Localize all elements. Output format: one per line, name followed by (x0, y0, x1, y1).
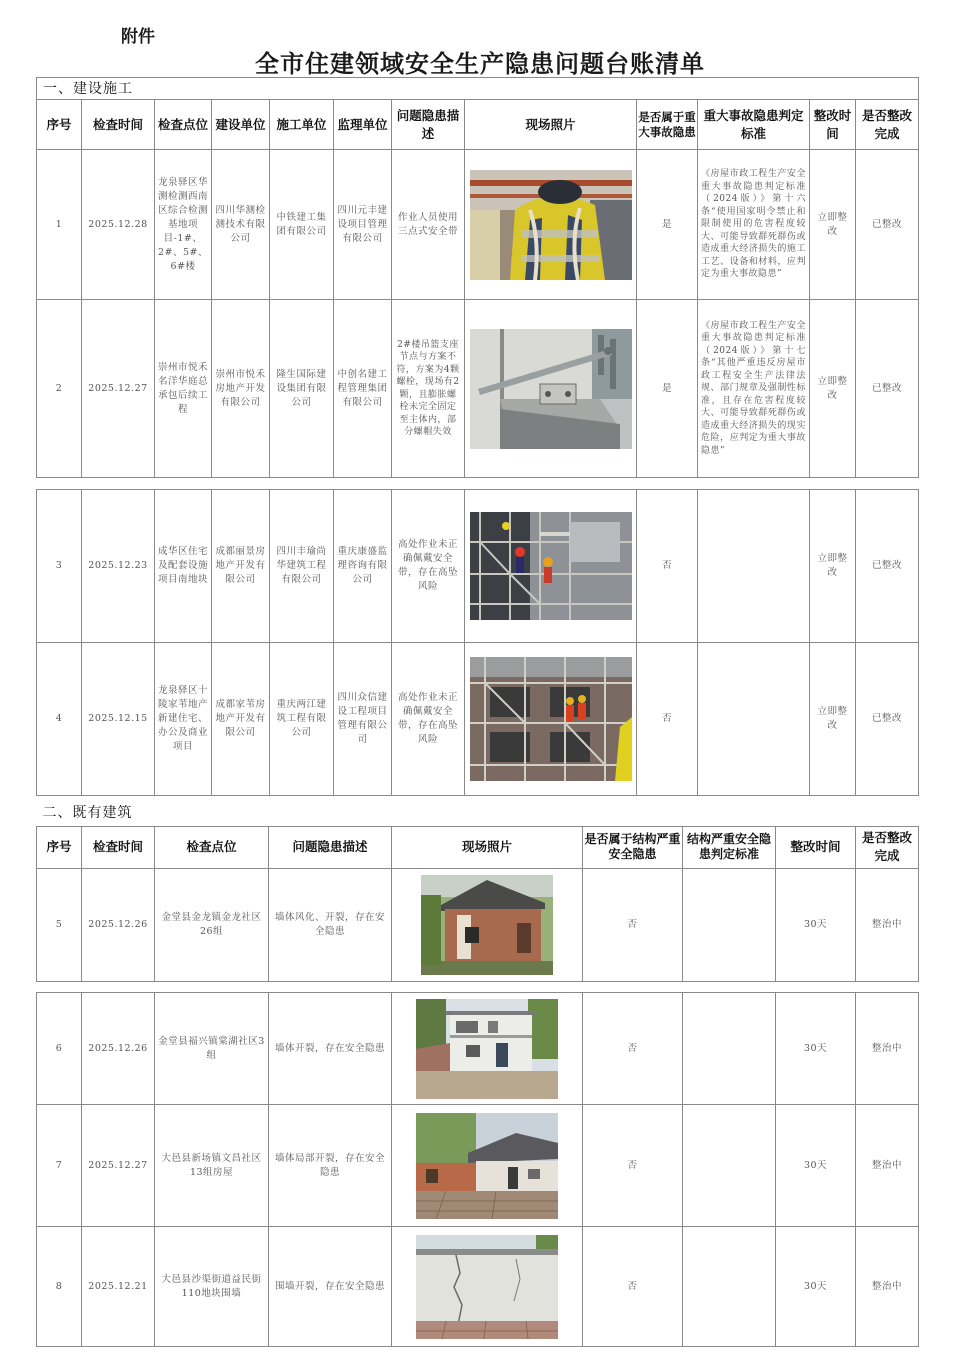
old-brick-house-photo (421, 875, 553, 975)
inspection-date: 2025.12.21 (82, 1227, 155, 1347)
rectify-deadline: 立即整改 (810, 300, 856, 478)
rectify-status: 整治中 (856, 1227, 919, 1347)
col-header: 建设单位 (212, 100, 270, 150)
white-two-storey-house-photo (416, 999, 558, 1099)
rectify-status: 已整改 (856, 490, 919, 643)
col-header: 监理单位 (334, 100, 392, 150)
col-header: 检查时间 (82, 826, 155, 868)
col-header: 序号 (37, 100, 82, 150)
col-header: 是否整改完成 (856, 826, 919, 868)
rectify-deadline: 30天 (776, 1227, 856, 1347)
site-photo-cell (392, 868, 583, 981)
col-header: 现场照片 (392, 826, 583, 868)
col-header: 问题隐患描述 (392, 100, 465, 150)
issue-description: 高处作业未正确佩戴安全带，存在高坠风险 (392, 643, 465, 796)
col-header: 是否整改完成 (856, 100, 919, 150)
rectify-deadline: 30天 (776, 868, 856, 981)
rectify-status: 整治中 (856, 993, 919, 1105)
construction-table-part1 (36, 77, 919, 478)
row-number: 2 (37, 300, 82, 478)
worker-safety-harness-photo (470, 170, 632, 280)
row-number: 5 (37, 868, 82, 981)
major-hazard-flag: 是 (637, 300, 698, 478)
rectify-status: 已整改 (856, 150, 919, 300)
severe-hazard-standard (683, 993, 776, 1105)
col-header: 序号 (37, 826, 82, 868)
col-header: 重大事故隐患判定标准 (698, 100, 810, 150)
issue-description: 墙体局部开裂，存在安全隐患 (269, 1105, 392, 1227)
severe-hazard-flag: 否 (583, 993, 683, 1105)
issue-description: 高处作业未正确佩戴安全带，存在高坠风险 (392, 490, 465, 643)
inspection-site: 龙泉驿区十陵家苇地产新建住宅、办公及商业项目 (155, 643, 212, 796)
builder-unit: 四川华测检测技术有限公司 (212, 150, 270, 300)
col-header: 问题隐患描述 (269, 826, 392, 868)
major-hazard-standard: 《房屋市政工程生产安全重大事故隐患判定标准（2024版）》第十六条“使用国家明令禁止和限制使用的危害程度较大、可能导致群死群伤或造成重大经济损失的施工工艺、设备和材料，应判定为重大事故隐患” (698, 150, 810, 300)
col-header: 整改时间 (776, 826, 856, 868)
rectify-deadline: 立即整改 (810, 643, 856, 796)
issue-description: 作业人员使用三点式安全带 (392, 150, 465, 300)
inspection-date: 2025.12.26 (82, 868, 155, 981)
col-header: 是否属于结构严重安全隐患 (583, 826, 683, 868)
row-number: 1 (37, 150, 82, 300)
rectify-deadline: 30天 (776, 1105, 856, 1227)
table-row (37, 868, 919, 981)
rectify-deadline: 立即整改 (810, 150, 856, 300)
row-number: 3 (37, 490, 82, 643)
site-photo-cell (465, 150, 637, 300)
severe-hazard-flag: 否 (583, 1227, 683, 1347)
major-hazard-flag: 否 (637, 490, 698, 643)
table-row (37, 643, 919, 796)
supervisor-unit: 中创名建工程管理集团有限公司 (334, 300, 392, 478)
section-title-construction: 一、建设施工 (37, 78, 919, 100)
existing-building-table-part2 (36, 992, 919, 1347)
inspection-site: 大邑县沙渠街道益民街110地块围墙 (155, 1227, 269, 1347)
site-photo-cell (465, 300, 637, 478)
rectify-status: 整治中 (856, 1105, 919, 1227)
row-number: 6 (37, 993, 82, 1105)
cracked-boundary-wall-photo (416, 1235, 558, 1339)
major-hazard-flag: 否 (637, 643, 698, 796)
col-header: 现场照片 (465, 100, 637, 150)
gondola-support-photo (470, 329, 632, 449)
issue-description: 2#楼吊篮支座节点与方案不符，方案为4颗螺栓，现场有2颗，且膨胀螺栓未完全固定至主体内，部分螺帽失效 (392, 300, 465, 478)
rectify-deadline: 30天 (776, 993, 856, 1105)
severe-hazard-standard (683, 1105, 776, 1227)
builder-unit: 成都家苇房地产开发有限公司 (212, 643, 270, 796)
major-hazard-standard: 《房屋市政工程生产安全重大事故隐患判定标准（2024版）》第十七条“其他严重违反房屋市政工程安全生产法律法规、部门规章及强制性标准，且存在危害程度较大、可能导致群死群伤或造成重大经济损失的现实危险，应判定为重大事故隐患” (698, 300, 810, 478)
inspection-site: 龙泉驿区华测检测西南区综合检测基地项目-1#、2#、5#、6#楼 (155, 150, 212, 300)
table-row (37, 1227, 919, 1347)
row-number: 8 (37, 1227, 82, 1347)
construction-table-part2 (36, 489, 919, 796)
col-header: 检查点位 (155, 826, 269, 868)
inspection-date: 2025.12.28 (82, 150, 155, 300)
rectify-status: 已整改 (856, 300, 919, 478)
site-photo-cell (392, 1227, 583, 1347)
col-header: 检查时间 (82, 100, 155, 150)
major-hazard-standard (698, 490, 810, 643)
site-photo-cell (392, 1105, 583, 1227)
col-header: 结构严重安全隐患判定标准 (683, 826, 776, 868)
facade-scaffold-photo (470, 657, 632, 781)
document-title: 全市住建领域安全生产隐患问题台账清单 (255, 49, 705, 78)
section-title-existing-buildings: 二、既有建筑 (37, 800, 919, 826)
table-row (37, 300, 919, 478)
inspection-date: 2025.12.27 (82, 300, 155, 478)
existing-building-table-part1 (36, 800, 919, 982)
existing-header-row (37, 826, 919, 868)
site-photo-cell (465, 490, 637, 643)
contractor-unit: 隆生国际建设集团有限公司 (270, 300, 334, 478)
construction-header-row (37, 100, 919, 150)
inspection-site: 崇州市悦禾名洋华庭总承包后续工程 (155, 300, 212, 478)
col-header: 检查点位 (155, 100, 212, 150)
inspection-date: 2025.12.23 (82, 490, 155, 643)
col-header: 施工单位 (270, 100, 334, 150)
supervisor-unit: 重庆康盛监理咨询有限公司 (334, 490, 392, 643)
attachment-label: 附件 (121, 27, 155, 47)
rectify-status: 整治中 (856, 868, 919, 981)
severe-hazard-flag: 否 (583, 1105, 683, 1227)
scaffold-workers-photo (470, 512, 632, 620)
issue-description: 墙体开裂，存在安全隐患 (269, 993, 392, 1105)
col-header: 是否属于重大事故隐患 (637, 100, 698, 150)
major-hazard-standard (698, 643, 810, 796)
supervisor-unit: 四川众信建设工程项目管理有限公司 (334, 643, 392, 796)
table-row (37, 490, 919, 643)
inspection-site: 金堂县金龙镇金龙社区26组 (155, 868, 269, 981)
inspection-site: 金堂县福兴镇棠湖社区3组 (155, 993, 269, 1105)
severe-hazard-standard (683, 1227, 776, 1347)
inspection-site: 大邑县新场镇文昌社区13组房屋 (155, 1105, 269, 1227)
severe-hazard-standard (683, 868, 776, 981)
row-number: 4 (37, 643, 82, 796)
site-photo-cell (465, 643, 637, 796)
table-row (37, 993, 919, 1105)
table-row (37, 150, 919, 300)
builder-unit: 崇州市悦禾房地产开发有限公司 (212, 300, 270, 478)
site-photo-cell (392, 993, 583, 1105)
table-row (37, 1105, 919, 1227)
severe-hazard-flag: 否 (583, 868, 683, 981)
inspection-date: 2025.12.26 (82, 993, 155, 1105)
rectify-status: 已整改 (856, 643, 919, 796)
inspection-date: 2025.12.27 (82, 1105, 155, 1227)
issue-description: 围墙开裂，存在安全隐患 (269, 1227, 392, 1347)
major-hazard-flag: 是 (637, 150, 698, 300)
issue-description: 墙体风化、开裂，存在安全隐患 (269, 868, 392, 981)
tiled-roof-house-photo (416, 1113, 558, 1219)
rectify-deadline: 立即整改 (810, 490, 856, 643)
inspection-site: 成华区住宅及配套设施项目南地块 (155, 490, 212, 643)
col-header: 整改时间 (810, 100, 856, 150)
contractor-unit: 四川丰瑜尚华建筑工程有限公司 (270, 490, 334, 643)
supervisor-unit: 四川元丰建设项目管理有限公司 (334, 150, 392, 300)
row-number: 7 (37, 1105, 82, 1227)
contractor-unit: 中铁建工集团有限公司 (270, 150, 334, 300)
contractor-unit: 重庆两江建筑工程有限公司 (270, 643, 334, 796)
inspection-date: 2025.12.15 (82, 643, 155, 796)
builder-unit: 成都丽景房地产开发有限公司 (212, 490, 270, 643)
